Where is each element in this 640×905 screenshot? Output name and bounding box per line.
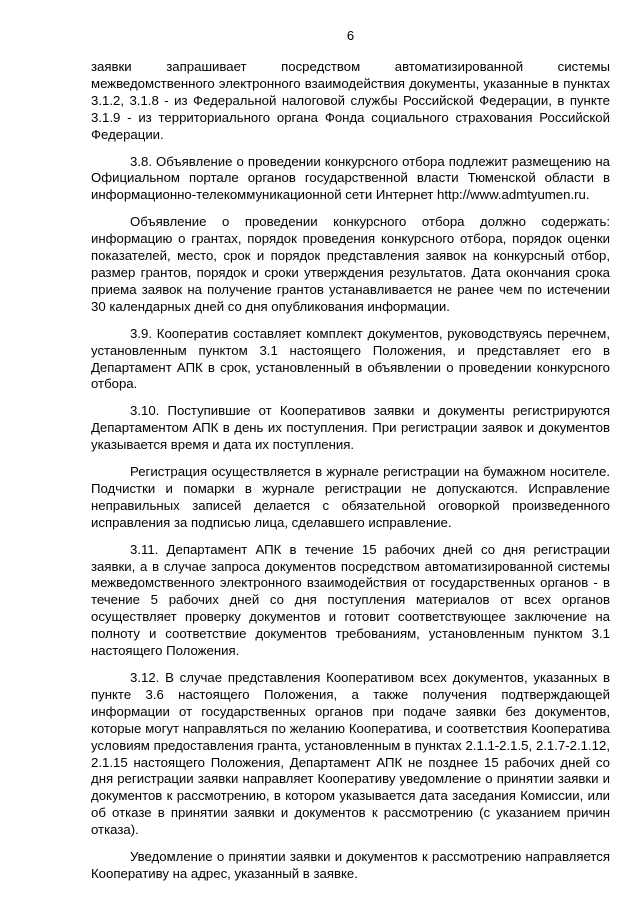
paragraph-3-8: 3.8. Объявление о проведении конкурсного отбора подлежит размещению на Официальном портале органов государственной власти Тюменской области в информационно-телекоммуникационной сети Интернет http://www.admtyumen.ru. [91, 153, 610, 203]
paragraph-3-10: 3.10. Поступившие от Кооперативов заявки и документы регистрируются Департаментом АПК в день их поступления. При регистрации заявок и документов указывается время и дата их поступления. [91, 403, 610, 453]
paragraph-notification: Уведомление о принятии заявки и документов к рассмотрению направляется Кооперативу на адрес, указанный в заявке. [91, 849, 610, 881]
paragraph-continuation: заявки запрашивает посредством автоматизированной системы межведомственного электронного взаимодействия документы, указанные в пунктах 3.1.2, 3.1.8 - из Федеральной налоговой службы Российской Федерации, в пункте 3.1.9 - из территориального органа Фонда социального страхования Российской Федерации. [91, 59, 610, 142]
paragraph-3-9: 3.9. Кооператив составляет комплект документов, руководствуясь перечнем, установленным пунктом 3.1 настоящего Положения, и представляет его в Департамент АПК в срок, установленный в объявлении о проведении конкурсного отбора. [91, 325, 610, 392]
paragraph-registration: Регистрация осуществляется в журнале регистрации на бумажном носителе. Подчистки и помарки в журнале регистрации не допускаются. Исправление неправильных записей делается с обязательной оговоркой произведенного исправления за подписью лица, сделавшего исправление. [91, 464, 610, 530]
paragraph-3-12: 3.12. В случае представления Кооперативом всех документов, указанных в пункте 3.6 настоящего Положения, а также получения подтверждающей информации от государственных органов при подаче заявки без документов, которые могут направляться по желанию Кооператива, и соответствия Кооператива условиям предоставления гранта, установленным в пунктах 2.1.1-2.1.5, 2.1.7-2.1.12, 2.1.15 настоящего Положения, Департамент АПК не позднее 15 рабочих дней со дня регистрации заявки направляет Кооперативу уведомление о принятии заявки и документов к рассмотрению, в котором указывается дата заседания Комиссии, или об отказе в принятии заявки и документов к рассмотрению (с указанием причин отказа). [91, 670, 610, 838]
paragraph-3-11: 3.11. Департамент АПК в течение 15 рабочих дней со дня регистрации заявки, а в случае запроса документов посредством автоматизированной системы межведомственного электронного взаимодействия от государственных органов - в течение 5 рабочих дней со дня поступления материалов от всех органов осуществляет проверку документов и готовит соответствующее заключение на полноту и соответствие документов требованиям, установленным пунктом 3.1 настоящего Положения. [91, 541, 610, 659]
page-number: 6 [346, 28, 355, 43]
paragraph-announcement-content: Объявление о проведении конкурсного отбора должно содержать: информацию о грантах, порядок проведения конкурсного отбора, порядок оценки показателей, место, срок и порядок представления заявок на конкурсный отбор, размер грантов, порядок и сроки утверждения результатов. Дата окончания срока приема заявок на получение грантов устанавливается не ранее чем по истечении 30 календарных дней со дня опубликования информации. [91, 214, 610, 314]
